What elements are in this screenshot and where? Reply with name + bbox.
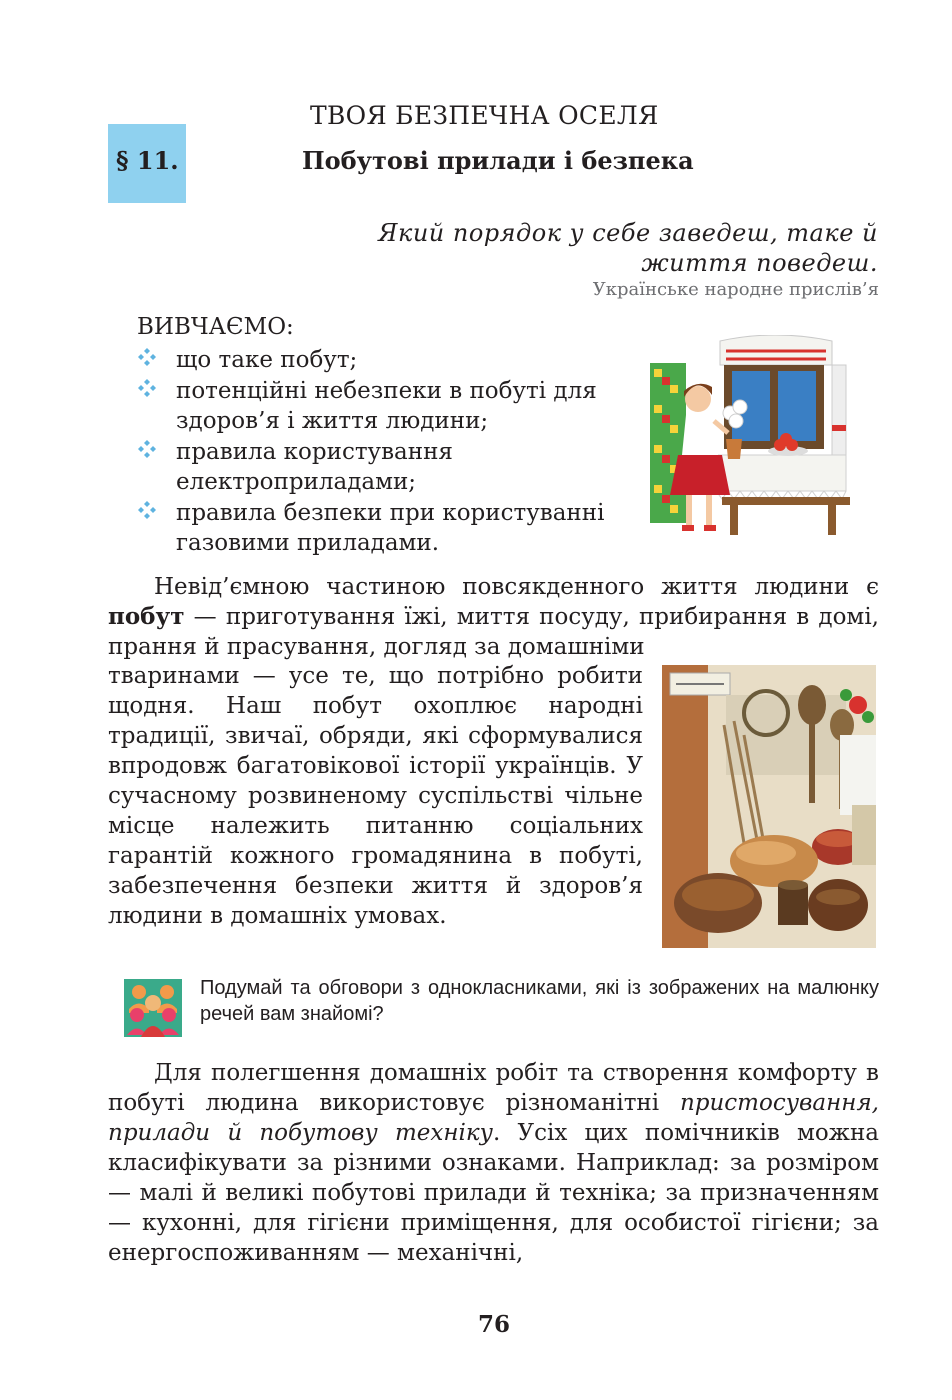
epigraph-line-1: Який порядок у себе заведеш, таке й <box>378 219 878 247</box>
learning-list <box>138 345 638 559</box>
section-title: ТВОЯ БЕЗПЕЧНА ОСЕЛЯ <box>310 101 659 130</box>
discussion-prompt: Подумай та обговори з однокласниками, які із зображених на малюнку речей вам знайомі? <box>200 977 879 1025</box>
paragraph-number: § 11. <box>116 146 179 175</box>
learning-item-text: правила користування електроприладами; <box>176 438 453 495</box>
learning-item <box>138 437 638 498</box>
group-discussion-icon <box>124 979 182 1037</box>
body-paragraph-1-continued: тваринами — усе те, що потрібно робити щодня. Наш побут охоплює народні традиції, звичаї, обряди, які сформувалися впродовж багатовікової історії українців. У сучасному розвиненому суспільстві чільне місце належить питанню соціальних гарантій кожного громадянина в побуті, забезпечення безпеки життя й здоров’я людини в домашніх умовах. <box>108 663 643 929</box>
epigraph-line-2: життя поведеш. <box>641 249 878 277</box>
learning-item-text: що таке побут; <box>176 347 358 373</box>
paragraph-badge <box>108 124 186 203</box>
household-items-illustration <box>662 665 876 948</box>
diamond-bullet-icon <box>138 379 156 397</box>
body-paragraph-1: Невід’ємною частиною повсякденного життя людини є побут — приготування їжі, миття посуду, прибирання в домі, прання й прасування, догляд за домашніми <box>108 574 879 660</box>
learning-item <box>138 345 638 376</box>
term-pobut: побут <box>108 603 185 630</box>
learning-item-text: потенційні небезпеки в побуті для здоров’я і життя людини; <box>176 377 597 434</box>
learning-item <box>138 376 638 437</box>
body-paragraph-2: Для полегшення домашніх робіт та створення комфорту в побуті людина використовує різноманітні пристосування, прилади й побутову техніку. Усіх цих помічників можна класифікувати за різними ознаками. Наприклад: за розміром — малі й великі побутові прилади й техніка; за призначенням — кухонні, для гігієни приміщення, для особистої гігієни; за енергоспоживанням — механічні, <box>108 1060 879 1266</box>
lesson-title: Побутові прилади і безпека <box>302 146 694 175</box>
epigraph-source: Українське народне прислів’я <box>592 279 879 300</box>
girl-at-window-illustration <box>650 335 850 540</box>
learning-item <box>138 498 638 559</box>
key-terms: пристосування, прилади й побутову техніку <box>108 1090 879 1146</box>
diamond-bullet-icon <box>138 501 156 519</box>
epigraph <box>378 218 878 278</box>
learning-heading: ВИВЧАЄМО: <box>137 314 294 340</box>
page-number: 76 <box>478 1311 511 1338</box>
learning-item-text: правила безпеки при користуванні газовими приладами. <box>176 499 605 556</box>
diamond-bullet-icon <box>138 440 156 458</box>
diamond-bullet-icon <box>138 348 156 366</box>
